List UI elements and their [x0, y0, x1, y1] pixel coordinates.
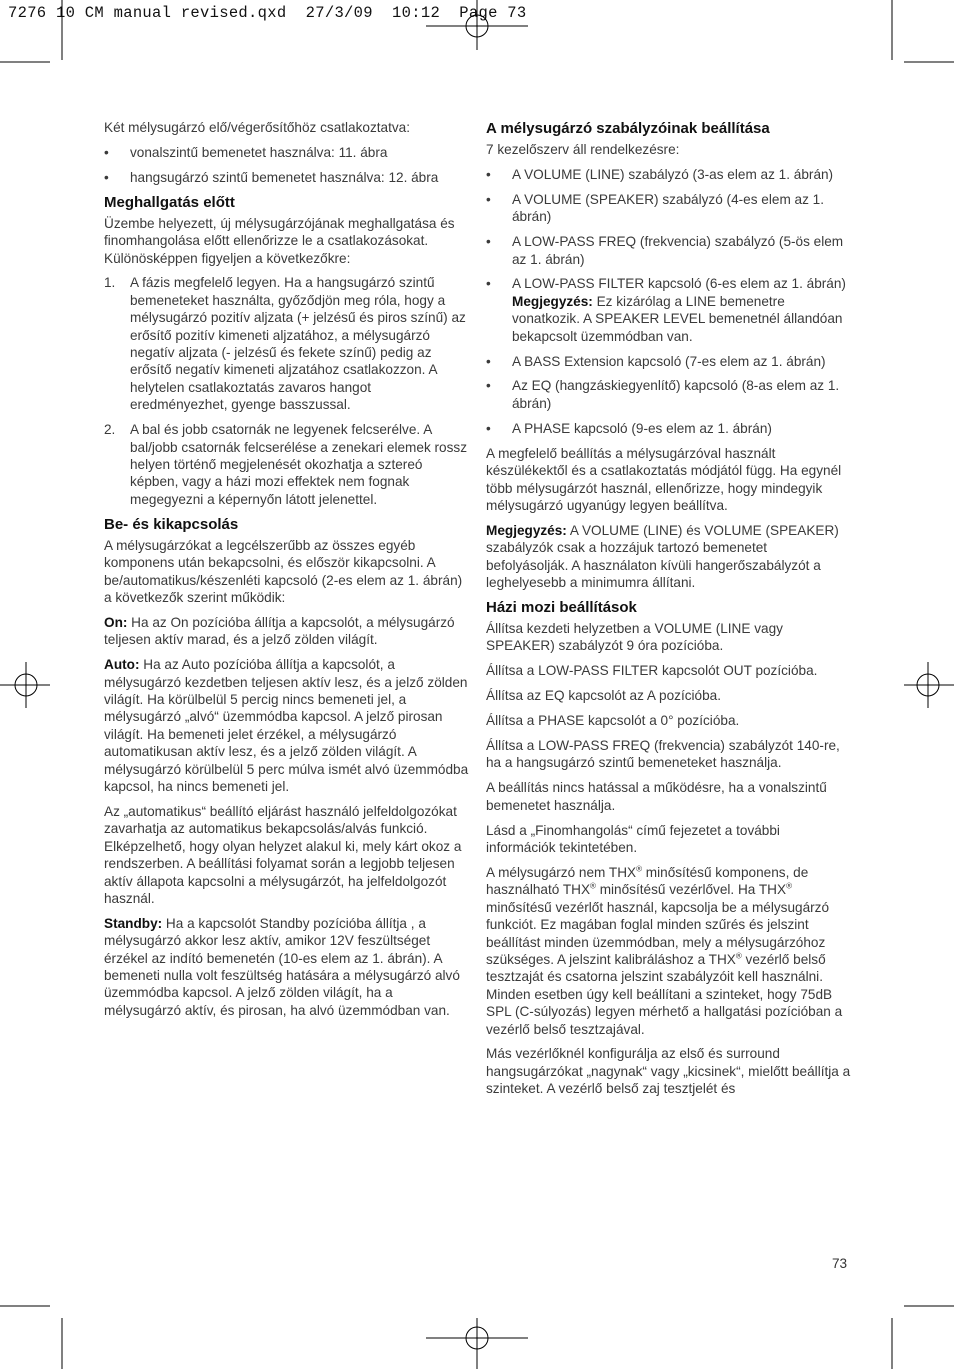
volume-note: Megjegyzés: A VOLUME (LINE) és VOLUME (SPEAKER) szabályzók csak a hozzájuk tartozó bemenetet befolyásolják. A használaton kívüli hangerőszabályzót a leghelyesebb a minimumra állítani. [486, 522, 839, 591]
heading-controls: A mélysugárzó szabályzóinak beállítása [486, 120, 770, 137]
heading-listening: Meghallgatás előtt [104, 193, 235, 211]
right-column [486, 119, 852, 1105]
registration-mark-bottom [426, 1318, 528, 1369]
bullet-marker: • [486, 166, 491, 182]
list-item: 1. A fázis megfelelő legyen. Ha a hangsugárzó szintű bemeneteket használta, győződjön meg róla, hogy a mélysugárzó pozitív aljzata (+ jelzésű és piros színű) az erősítő pozitív kimeneti aljzatához, a mélysugárzó negatív aljzata (- jelzésű és fekete színű) pedig az erősítő negatív kimeneti aljzatához csatlakozzon. A helytelen csatlakoztatás zavaros hangot eredményezhet, gyenge basszussal. [104, 275, 466, 413]
number-marker: 2. [104, 422, 116, 438]
list-item: • Az EQ (hangzáskiegyenlítő) kapcsoló (8-as elem az 1. ábrán) [486, 378, 840, 411]
ht-step-volume: Állítsa kezdeti helyzetben a VOLUME (LINE vagy SPEAKER) szabályzót 9 óra pozícióba. [486, 620, 783, 654]
list-item: • vonalszintű bemenetet használva: 11. ábra [104, 144, 388, 160]
list-item: • A VOLUME (LINE) szabályzó (3-as elem az 1. ábrán) [486, 166, 834, 182]
listening-text: Üzembe helyezett, új mélysugárzójának meghallgatása és finomhangolása előtt ellenőrizze le a csatlakozásokat. Különösképpen figyeljen a következőkre: [104, 215, 455, 266]
on-mode-text: On: Ha az On pozícióba állítja a kapcsolót, a mélysugárzó teljesen aktív marad, és a jelző zölden világít. [104, 614, 455, 648]
auto-caution-text: Az „automatikus“ beállító eljárást használó jelfeldolgozókat zavarhatja az automatikus bekapcsolás/alvás funkció. Elképzelhető, hogy olyan helyzet alakul ki, mely kárt okoz a rendszerben. A beállítási folyamat során a legjobb teljesen aktív állapota kapcsolni a mélysugárzót, ha jelfeldolgozót használ. [104, 803, 462, 906]
auto-mode-text: Auto: Ha az Auto pozícióba állítja a kapcsolót, a mélysugárzó kezdetben teljesen aktív lesz, és a jelző zölden világít. Ha körülbelül 5 percig nincs bemeneti jel, a mélysugárzó „alvó“ üzemmódba kapcsol. A jelző pirosan világít. Ha bemeneti jelet érzékel, a mélysugárzó automatikusan aktív lesz, és a jelző zölden világít. A mélysugárzó körülbelül 5 perc múlva ismét alvó üzemmódba kapcsol, ha nincs bemeneti jel. [104, 657, 469, 794]
list-item: • A VOLUME (SPEAKER) szabályzó (4-es elem az 1. ábrán) [486, 191, 825, 225]
number-marker: 1. [104, 275, 116, 291]
left-column [104, 119, 470, 1027]
standby-mode-text: Standby: Ha a kapcsolót Standby pozícióba állítja , a mélysugárzó akkor lesz aktív, amikor 12V feszültséget érzékel az indító bemenetén (10-es elem az 1. ábrán). A bemeneti nulla volt feszültség hatására a mélysugárzó alvó üzemmódba kapcsol. A jelző zölden világít, ha a mélysugárzó aktív, és pirosan, ha alvó üzemmódban van. [104, 915, 460, 1018]
check-list [104, 274, 470, 508]
ht-step-freq: Állítsa a LOW-PASS FREQ (frekvencia) szabályzót 140-re, ha a hangsugárzó szintű bemeneteket használja. [486, 737, 840, 771]
heading-home-theatre: Házi mozi beállítások [486, 598, 637, 616]
list-item: • A LOW-PASS FREQ (frekvencia) szabályzó (5-ös elem az 1. ábrán) [486, 234, 844, 267]
bullet-marker: • [104, 169, 109, 185]
thx-text: A mélysugárzó nem THX® minősítésű komponens, de használható THX® minősítésű vezérlővel. Ha THX® minősítésű vezérlőt használ, kapcsolja be a mélysugárzó funkciót. Ez magában foglal minden szűrés és jelszint beállítást minden üzemmódban, mely a mélysugárzóhoz szükséges. A jelszint kalibráláshoz a THX® vezérlő belső tesztzaját és csatorna jelszint szabályzóit kell használni. Minden esetben úgy kell beállítani a szinteket, hogy 75dB SPL (C-súlyozás) legyen mérhető a hallgatási pozícióban a vezérlő belső tesztzajával. [486, 864, 843, 1037]
controls-list [486, 166, 852, 437]
controls-intro: 7 kezelőszerv áll rendelkezésre: [486, 142, 680, 157]
ht-step-line-note: A beállítás nincs hatással a működésre, ha a vonalszintű bemenetet használja. [486, 780, 827, 813]
bullet-marker: • [486, 353, 491, 369]
file-slug: 7276 10 CM manual revised.qxd 27/3/09 10:12 Page 73 [8, 4, 527, 22]
setting-text: A megfelelő beállítás a mélysugárzóval használt készülékektől és a csatlakoztatás módjától függ. Ha egynél több mélysugárzót használ, ellenőrizze, hogy mindegyik mélysugárzó ugyanúgy legyen beállítva. [486, 445, 842, 513]
ht-step-phase: Állítsa a PHASE kapcsolót a 0° pozícióba. [486, 713, 740, 729]
ht-step-filter: Állítsa a LOW-PASS FILTER kapcsolót OUT pozícióba. [486, 663, 818, 679]
ht-step-see-also: Lásd a „Finomhangolás“ című fejezetet a további információk tekintetében. [486, 822, 780, 855]
bullet-marker: • [486, 420, 491, 436]
page-number: 73 [832, 1256, 848, 1271]
list-item: 2. A bal és jobb csatornák ne legyenek felcserélve. A bal/jobb csatornák felcserélése a zenekari elemek rossz helyen történő megjelenését okozhatja a sztereó képben, vagy a házi mozi effektek nem fognak megegyezni a képernyőn látott jelenettel. [104, 422, 467, 507]
intro-text: Két mélysugárzó elő/végerősítőhöz csatlakoztatva: [104, 120, 411, 135]
bullet-marker: • [486, 276, 491, 292]
ht-step-eq: Állítsa az EQ kapcsolót az A pozícióba. [486, 688, 721, 704]
on-off-text: A mélysugárzókat a legcélszerűbb az összes egyéb komponens után bekapcsolni, és először kikapcsolni. A be/automatikus/készenléti kapcsoló (2-es elem az 1. ábrán) a következők szerint működik: [104, 537, 463, 605]
registration-mark-right [904, 662, 954, 708]
bullet-marker: • [486, 234, 491, 250]
list-item: • A LOW-PASS FILTER kapcsoló (6-es elem az 1. ábrán) Megjegyzés: Ez kizárólag a LINE bemenetre vonatkozik. A SPEAKER LEVEL bemenetnél állandóan bekapcsolt üzemmódban van. [486, 276, 846, 344]
heading-on-off: Be- és kikapcsolás [104, 515, 239, 533]
connection-list [104, 144, 470, 186]
bullet-marker: • [486, 191, 491, 207]
list-item: • hangsugárzó szintű bemenetet használva: 12. ábra [104, 169, 439, 185]
other-controllers-text: Más vezérlőknél konfigurálja az első és surround hangsugárzókat „nagynak“ vagy „kicsinek“, mielőtt beállítja a szinteket. A vezérlő belső zaj tesztjelét és [486, 1046, 851, 1097]
list-item: • A BASS Extension kapcsoló (7-es elem az 1. ábrán) [486, 353, 826, 369]
registration-mark-top [426, 0, 528, 50]
registration-mark-left [0, 662, 50, 708]
list-item: • A PHASE kapcsoló (9-es elem az 1. ábrán) [486, 420, 772, 436]
bullet-marker: • [486, 378, 491, 394]
bullet-marker: • [104, 144, 109, 160]
